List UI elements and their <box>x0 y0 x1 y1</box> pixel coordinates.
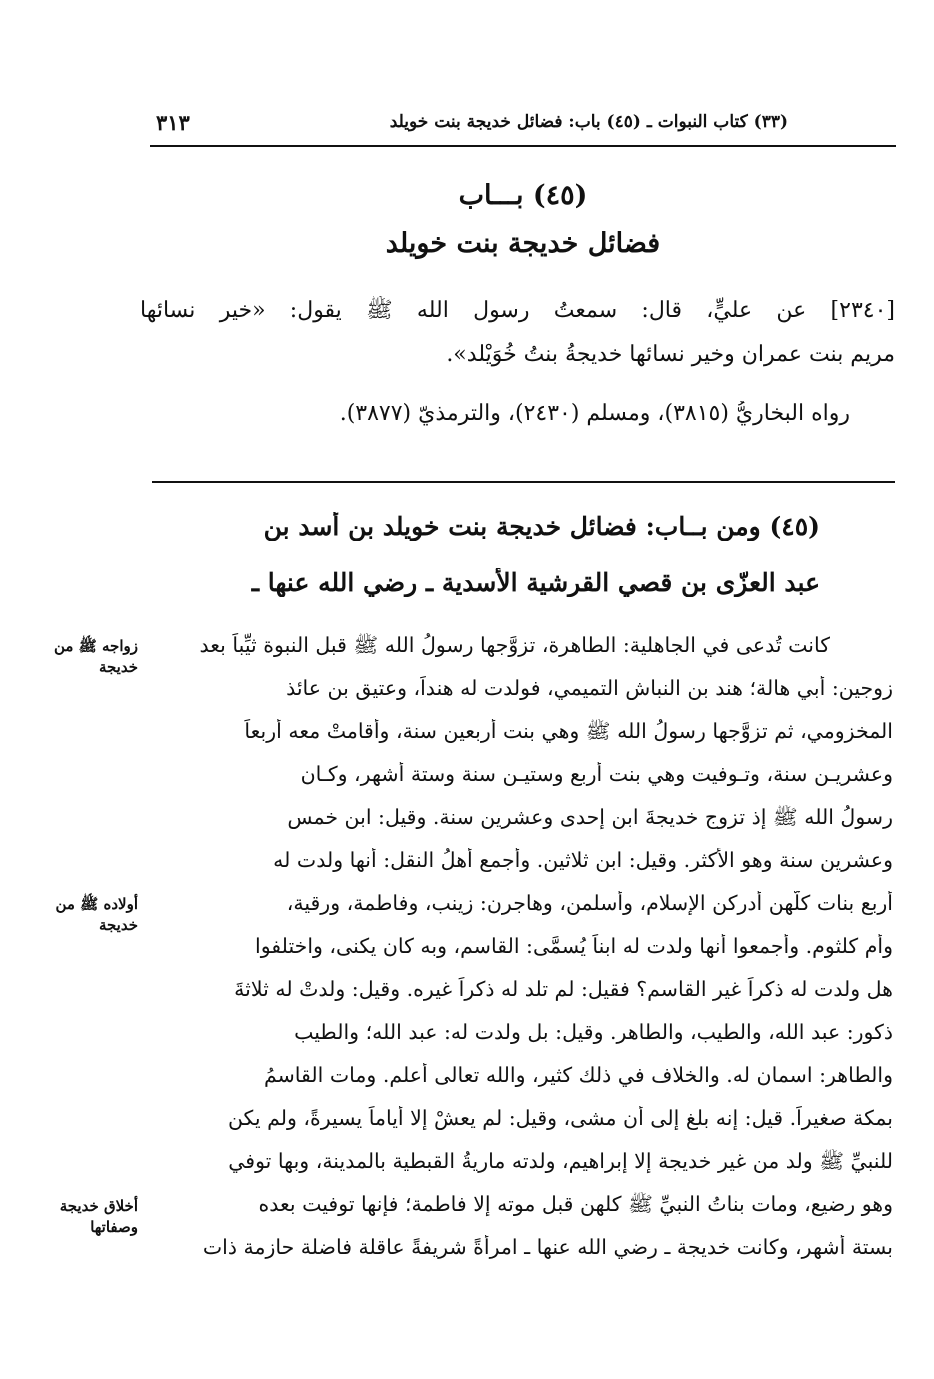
body-line: أربع بنات كلّهن أدركن الإسلام، وأسلمن، وهاجرن: زينب، وفاطمة، ورقية، <box>286 891 893 915</box>
chapter-title: فضائل خديجة بنت خويلد <box>385 228 661 259</box>
body-line: وعشرين سنة وهو الأكثر. وقيل: ابن ثلاثين. وأجمع أهلُ النقل: أنها ولدت له <box>273 848 893 872</box>
body-line: زوجين: أبي هالة؛ هند بن النباش التميمي، فولدت له هنداً، وعتيق بن عائذ <box>286 676 893 700</box>
body-line: المخزومي، ثم تزوَّجها رسولُ الله ﷺ وهي بنت أربعين سنة، وأقامتْ معه أربعاً <box>244 719 893 743</box>
hadith-text-line: [٢٣٤٠] عن عليٍّ، قال: سمعتُ رسول الله ﷺ يقول: «خير نسائها <box>140 298 895 323</box>
body-line: ذكور: عبد الله، والطيب، والطاهر. وقيل: بل ولدت له: عبد الله؛ والطيب <box>294 1020 893 1044</box>
body-line: هل ولدت له ذكراً غير القاسم؟ فقيل: لم تلد له ذكراً غيره. وقيل: ولدتْ له ثلاثةَ <box>234 977 893 1001</box>
running-title: (٣٣) كتاب النبوات ـ (٤٥) باب: فضائل خديجة بنت خويلد <box>389 112 788 132</box>
body-line: والطاهر: اسمان له. والخلاف في ذلك كثير، والله تعالى أعلم. ومات القاسمُ <box>263 1063 893 1087</box>
body-line: بستة أشهر، وكانت خديجة ـ رضي الله عنها ـ امرأةً شريفةً عاقلة فاضلة حازمة ذات <box>202 1235 893 1259</box>
page-number: ٣١٣ <box>156 110 190 135</box>
chapter-number: (٤٥) بـــاب <box>458 180 588 211</box>
hadith-text-line: مريم بنت عمران وخير نسائها خديجةُ بنتُ خُوَيْلد». <box>446 342 895 367</box>
body-line: وهو رضيع، ومات بناتُ النبيِّ ﷺ كلهن قبل موته إلا فاطمة؛ فإنها توفيت بعده <box>258 1192 893 1216</box>
margin-note-children: أولاده ﷺ من خديجة <box>55 895 138 934</box>
body-line: للنبيِّ ﷺ ولد من غير خديجة إلا إبراهيم، ولدته ماريةُ القبطية بالمدينة، وبها توفي <box>228 1149 893 1173</box>
section-rule <box>152 481 895 483</box>
commentary-heading-line: عبد العزّى بن قصي القرشية الأسدية ـ رضي الله عنها ـ <box>251 568 820 597</box>
body-line: وعشريـن سنة، وتـوفيت وهي بنت أربع وستيـن سنة وستة أشهر، وكـان <box>300 762 893 786</box>
header-rule <box>150 145 896 147</box>
running-header <box>150 110 896 140</box>
hadith-source-line: رواه البخاريُّ (٣٨١٥)، ومسلم (٢٤٣٠)، والترمذيّ (٣٨٧٧). <box>339 401 850 426</box>
body-line: وأم كلثوم. وأجمعوا أنها ولدت له ابناً يُسمَّى: القاسم، وبه كان يكنى، واختلفوا <box>255 934 893 958</box>
body-line: كانت تُدعى في الجاهلية: الطاهرة، تزوَّجها رسولُ الله ﷺ قبل النبوة ثيِّباً بعد <box>199 633 830 657</box>
commentary-heading-line: (٤٥) ومن بــاب: فضائل خديجة بنت خويلد بن أسد بن <box>263 512 820 541</box>
body-line: بمكة صغيراً. قيل: إنه بلغ إلى أن مشى، وقيل: لم يعشْ إلا أياماً يسيرةً، ولم يكن <box>227 1106 893 1130</box>
margin-note-marriage: زواجه ﷺ من خديجة <box>54 637 138 676</box>
body-line: رسولُ الله ﷺ إذ تزوج خديجةَ ابن إحدى وعشرين سنة. وقيل: ابن خمس <box>287 805 893 829</box>
margin-note-character: أخلاق خديجة وصفاتها <box>59 1197 138 1236</box>
